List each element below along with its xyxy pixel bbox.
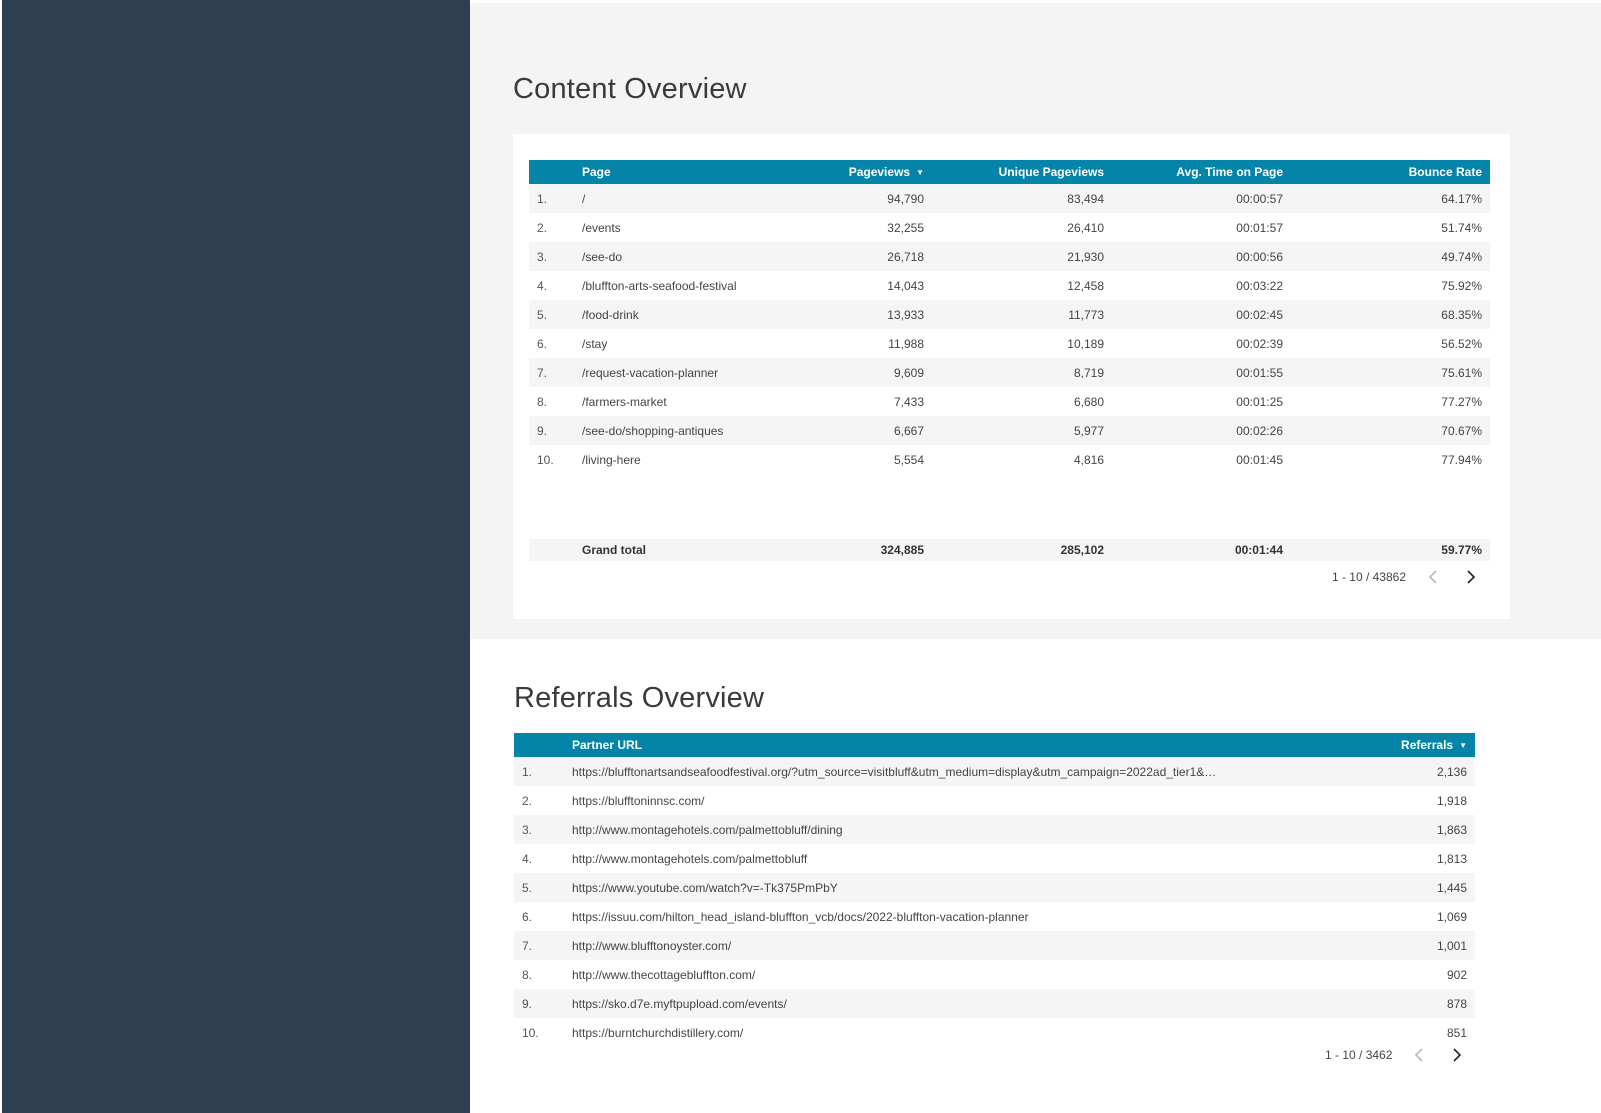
page-path: /farmers-market <box>574 387 814 416</box>
row-index: 10. <box>529 445 574 474</box>
referrals-table <box>514 733 1475 1047</box>
partner-url: https://blufftoninnsc.com/ <box>564 786 1345 815</box>
referrals-overview-title: Referrals Overview <box>514 682 765 714</box>
table-row[interactable] <box>514 1018 1475 1047</box>
table-row[interactable] <box>514 960 1475 989</box>
pageviews-value: 26,718 <box>814 242 932 271</box>
avg-time-value: 00:03:22 <box>1112 271 1291 300</box>
row-index: 2. <box>514 786 564 815</box>
table-row[interactable] <box>529 387 1490 416</box>
chevron-left-icon[interactable] <box>1422 566 1444 588</box>
partner-url: http://www.montagehotels.com/palmettobluff/dining <box>564 815 1345 844</box>
row-index: 6. <box>514 902 564 931</box>
avg-time-value: 00:02:45 <box>1112 300 1291 329</box>
table-row[interactable] <box>529 184 1490 213</box>
column-header-partner-url-label: Partner URL <box>572 738 643 752</box>
column-header-unique-pageviews-label: Unique Pageviews <box>998 165 1104 179</box>
referrals-value: 1,863 <box>1345 815 1475 844</box>
avg-time-value: 00:02:39 <box>1112 329 1291 358</box>
bounce-rate-value: 75.61% <box>1291 358 1490 387</box>
sidebar <box>2 0 470 1113</box>
table-row[interactable] <box>514 902 1475 931</box>
bounce-rate-value: 64.17% <box>1291 184 1490 213</box>
table-row[interactable] <box>514 786 1475 815</box>
unique-pageviews-value: 8,719 <box>932 358 1112 387</box>
referrals-table-header <box>514 733 1475 757</box>
pageviews-value: 7,433 <box>814 387 932 416</box>
row-index: 7. <box>529 358 574 387</box>
page-path: /living-here <box>574 445 814 474</box>
content-table-card <box>513 134 1510 619</box>
content-overview-section <box>470 3 1601 639</box>
avg-time-value: 00:01:55 <box>1112 358 1291 387</box>
referrals-value: 1,813 <box>1345 844 1475 873</box>
column-header-referrals-label: Referrals <box>1401 738 1454 752</box>
page-path: /stay <box>574 329 814 358</box>
pageviews-value: 94,790 <box>814 184 932 213</box>
row-index: 8. <box>514 960 564 989</box>
column-header-unique-pageviews[interactable] <box>932 160 1112 184</box>
unique-pageviews-value: 21,930 <box>932 242 1112 271</box>
referrals-value: 2,136 <box>1345 757 1475 786</box>
partner-url: http://www.blufftonoyster.com/ <box>564 931 1345 960</box>
grand-total-avg-time: 00:01:44 <box>1112 539 1291 561</box>
bounce-rate-value: 49.74% <box>1291 242 1490 271</box>
row-index: 10. <box>514 1018 564 1047</box>
avg-time-value: 00:01:45 <box>1112 445 1291 474</box>
row-index: 7. <box>514 931 564 960</box>
column-header-avg-time-label: Avg. Time on Page <box>1176 165 1283 179</box>
avg-time-value: 00:01:57 <box>1112 213 1291 242</box>
avg-time-value: 00:00:56 <box>1112 242 1291 271</box>
table-row[interactable] <box>529 358 1490 387</box>
grand-total-unique-pageviews: 285,102 <box>932 539 1112 561</box>
pageviews-value: 32,255 <box>814 213 932 242</box>
table-row[interactable] <box>529 416 1490 445</box>
row-index: 3. <box>529 242 574 271</box>
row-index: 9. <box>514 989 564 1018</box>
page-path: /see-do <box>574 242 814 271</box>
table-row[interactable] <box>529 445 1490 474</box>
content-table-body <box>529 184 1490 474</box>
unique-pageviews-value: 4,816 <box>932 445 1112 474</box>
row-index: 1. <box>529 184 574 213</box>
pageviews-value: 9,609 <box>814 358 932 387</box>
referrals-value: 1,445 <box>1345 873 1475 902</box>
referrals-pager-range: 1 - 10 / 3462 <box>1325 1048 1393 1062</box>
pageviews-value: 13,933 <box>814 300 932 329</box>
partner-url: https://issuu.com/hilton_head_island-bluffton_vcb/docs/2022-bluffton-vacation-planner <box>564 902 1345 931</box>
avg-time-value: 00:00:57 <box>1112 184 1291 213</box>
row-index: 8. <box>529 387 574 416</box>
avg-time-value: 00:01:25 <box>1112 387 1291 416</box>
chevron-left-icon[interactable] <box>1408 1044 1430 1066</box>
unique-pageviews-value: 11,773 <box>932 300 1112 329</box>
bounce-rate-value: 68.35% <box>1291 300 1490 329</box>
row-index: 9. <box>529 416 574 445</box>
pageviews-value: 14,043 <box>814 271 932 300</box>
referrals-value: 1,001 <box>1345 931 1475 960</box>
chevron-right-icon[interactable] <box>1446 1044 1468 1066</box>
grand-total-pageviews: 324,885 <box>814 539 932 561</box>
partner-url: https://www.youtube.com/watch?v=-Tk375PmPbY <box>564 873 1345 902</box>
partner-url: https://burntchurchdistillery.com/ <box>564 1018 1345 1047</box>
unique-pageviews-value: 6,680 <box>932 387 1112 416</box>
table-row[interactable] <box>529 242 1490 271</box>
referrals-value: 851 <box>1345 1018 1475 1047</box>
table-row[interactable] <box>529 329 1490 358</box>
content-overview-title: Content Overview <box>513 73 747 105</box>
page-path: / <box>574 184 814 213</box>
unique-pageviews-value: 10,189 <box>932 329 1112 358</box>
referrals-pager <box>1325 1044 1468 1066</box>
table-row[interactable] <box>514 931 1475 960</box>
table-row[interactable] <box>514 844 1475 873</box>
column-header-index <box>529 160 574 184</box>
unique-pageviews-value: 5,977 <box>932 416 1112 445</box>
unique-pageviews-value: 83,494 <box>932 184 1112 213</box>
page-path: /see-do/shopping-antiques <box>574 416 814 445</box>
partner-url: http://www.montagehotels.com/palmettobluff <box>564 844 1345 873</box>
page-path: /bluffton-arts-seafood-festival <box>574 271 814 300</box>
unique-pageviews-value: 12,458 <box>932 271 1112 300</box>
grand-total-row <box>529 539 1490 561</box>
row-index: 6. <box>529 329 574 358</box>
column-header-avg-time[interactable] <box>1112 160 1291 184</box>
page-path: /food-drink <box>574 300 814 329</box>
column-header-index <box>514 733 564 757</box>
page-path: /events <box>574 213 814 242</box>
table-row[interactable] <box>529 271 1490 300</box>
referrals-value: 878 <box>1345 989 1475 1018</box>
bounce-rate-value: 77.94% <box>1291 445 1490 474</box>
table-row[interactable] <box>529 300 1490 329</box>
row-index: 5. <box>514 873 564 902</box>
column-header-bounce-rate-label: Bounce Rate <box>1408 165 1482 179</box>
row-index: 4. <box>529 271 574 300</box>
referrals-value: 1,918 <box>1345 786 1475 815</box>
column-header-page[interactable] <box>574 160 814 184</box>
table-row[interactable] <box>514 815 1475 844</box>
column-header-referrals[interactable] <box>1345 733 1475 757</box>
content-table <box>529 160 1490 474</box>
sort-desc-icon: ▼ <box>916 168 924 177</box>
page-path: /request-vacation-planner <box>574 358 814 387</box>
content-table-header <box>529 160 1490 184</box>
table-row[interactable] <box>514 989 1475 1018</box>
referrals-value: 1,069 <box>1345 902 1475 931</box>
sort-desc-icon: ▼ <box>1459 741 1467 750</box>
bounce-rate-value: 56.52% <box>1291 329 1490 358</box>
bounce-rate-value: 70.67% <box>1291 416 1490 445</box>
column-header-pageviews[interactable] <box>814 160 932 184</box>
partner-url: http://www.thecottagebluffton.com/ <box>564 960 1345 989</box>
unique-pageviews-value: 26,410 <box>932 213 1112 242</box>
bounce-rate-value: 51.74% <box>1291 213 1490 242</box>
bounce-rate-value: 77.27% <box>1291 387 1490 416</box>
bounce-rate-value: 75.92% <box>1291 271 1490 300</box>
grand-total-bounce-rate: 59.77% <box>1291 539 1490 561</box>
column-header-bounce-rate[interactable] <box>1291 160 1490 184</box>
pageviews-value: 5,554 <box>814 445 932 474</box>
referrals-value: 902 <box>1345 960 1475 989</box>
row-index: 4. <box>514 844 564 873</box>
pageviews-value: 6,667 <box>814 416 932 445</box>
referrals-table-body <box>514 757 1475 1047</box>
partner-url: https://blufftonartsandseafoodfestival.org/?utm_source=visitbluff&utm_medium=display&utm_campaign=2022ad_tier1&… <box>564 757 1345 786</box>
grand-total-index <box>529 539 574 561</box>
partner-url: https://sko.d7e.myftpupload.com/events/ <box>564 989 1345 1018</box>
table-row[interactable] <box>514 873 1475 902</box>
row-index: 3. <box>514 815 564 844</box>
content-pager <box>1332 566 1482 588</box>
grand-total-label: Grand total <box>574 539 814 561</box>
column-header-page-label: Page <box>582 165 611 179</box>
pageviews-value: 11,988 <box>814 329 932 358</box>
avg-time-value: 00:02:26 <box>1112 416 1291 445</box>
referrals-overview-section <box>470 639 1601 1113</box>
row-index: 1. <box>514 757 564 786</box>
content-pager-range: 1 - 10 / 43862 <box>1331 570 1406 584</box>
column-header-pageviews-label: Pageviews <box>848 165 911 179</box>
row-index: 5. <box>529 300 574 329</box>
chevron-right-icon[interactable] <box>1460 566 1482 588</box>
row-index: 2. <box>529 213 574 242</box>
table-row[interactable] <box>529 213 1490 242</box>
column-header-partner-url[interactable] <box>564 733 1345 757</box>
table-row[interactable] <box>514 757 1475 786</box>
